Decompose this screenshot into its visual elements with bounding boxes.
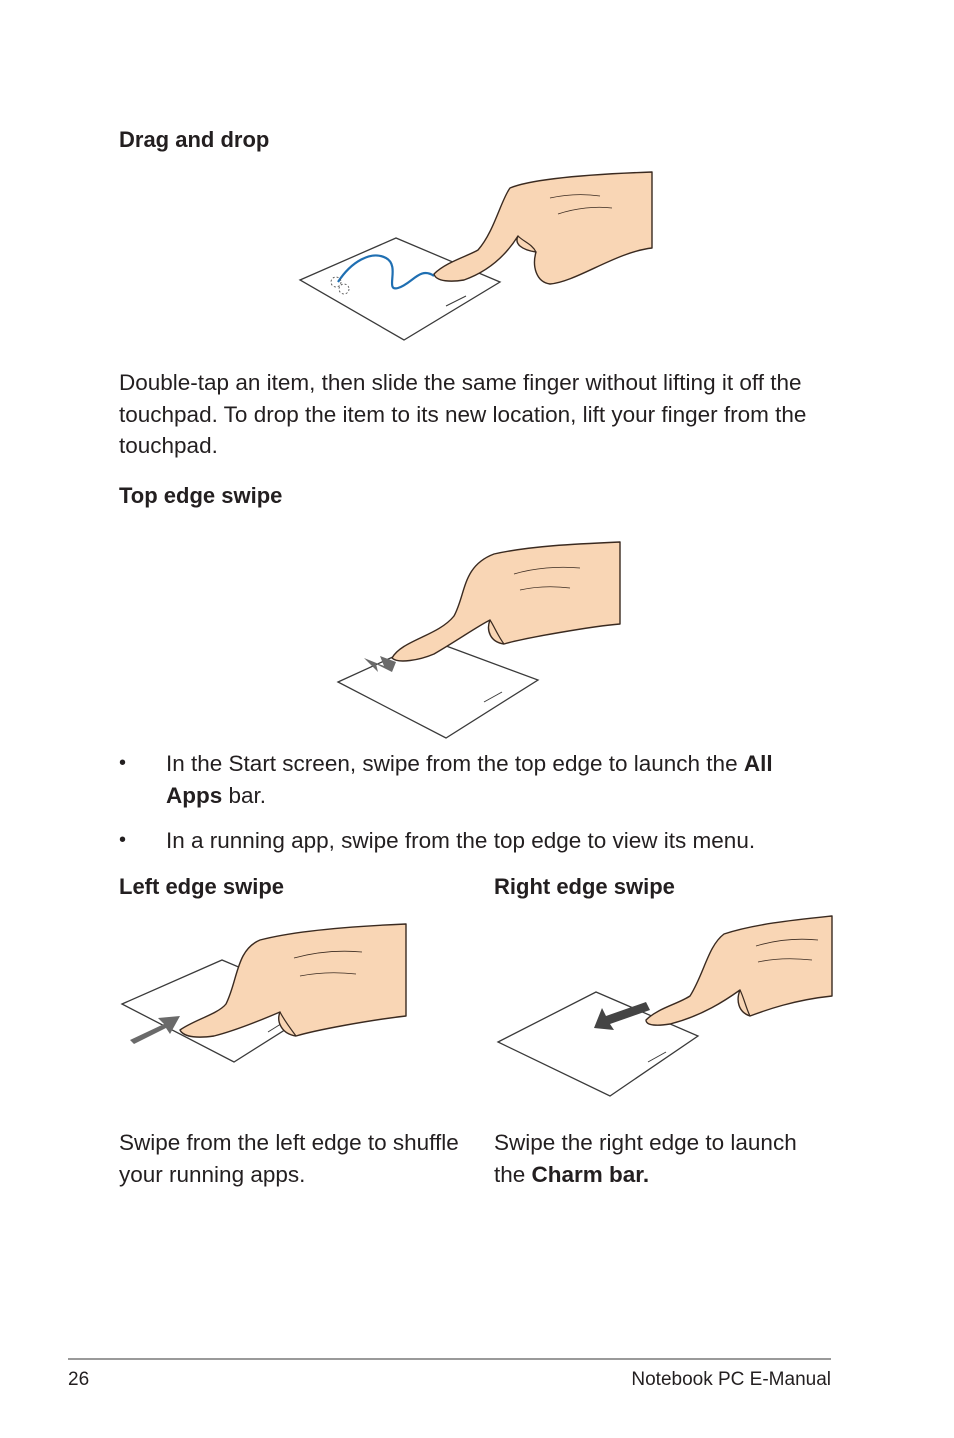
manual-title: Notebook PC E-Manual: [631, 1369, 831, 1390]
right-edge-heading: Right edge swipe: [494, 874, 675, 899]
left-edge-heading: Left edge swipe: [119, 874, 285, 899]
top-edge-bullet-1: In the Start screen, swipe from the top edge to launch the All Apps bar.: [166, 751, 773, 808]
left-edge-description: Swipe from the left edge to shuffle your running apps.: [119, 1130, 459, 1187]
right-edge-description: Swipe the right edge to launch the Charm bar.: [494, 1130, 797, 1187]
left-edge-illustration: [118, 920, 410, 1070]
right-edge-illustration: [494, 912, 836, 1102]
top-edge-illustration: [334, 540, 626, 740]
drag-drop-illustration: [296, 170, 656, 345]
drag-drop-description: Double-tap an item, then slide the same finger without lifting it off the touchpad. To drop the item to its new location, lift your finger from the touchpad.: [119, 370, 807, 458]
bullet-marker: •: [119, 752, 127, 774]
footer-divider: [68, 1358, 831, 1360]
drag-drop-heading: Drag and drop: [119, 127, 270, 152]
bullet-marker: •: [119, 829, 127, 851]
top-edge-heading: Top edge swipe: [119, 483, 283, 508]
top-edge-bullet-2: In a running app, swipe from the top edge to view its menu.: [166, 828, 756, 853]
page-number: 26: [68, 1369, 90, 1390]
